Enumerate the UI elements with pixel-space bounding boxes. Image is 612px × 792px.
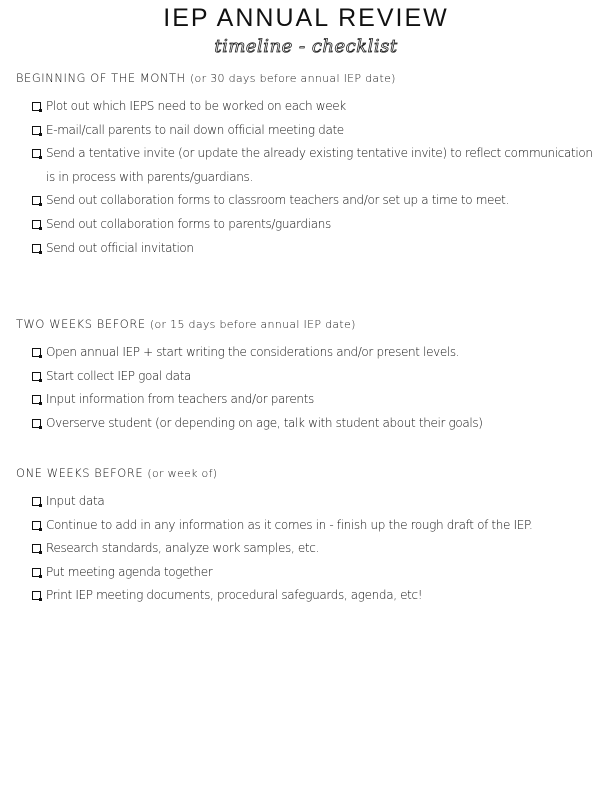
checklist-item-text: Send out collaboration forms to classroom teachers and/or set up a time to meet. xyxy=(46,193,509,208)
checklist-item xyxy=(32,514,601,538)
checkbox-icon[interactable] xyxy=(32,126,41,135)
section-heading xyxy=(16,466,601,480)
checklist-item-text: Start collect IEP goal data xyxy=(46,368,192,383)
checklist-item-text: Input data xyxy=(46,494,105,508)
checkbox-icon[interactable] xyxy=(32,348,41,357)
checkbox-icon[interactable] xyxy=(32,419,41,428)
checklist-item xyxy=(32,561,601,585)
checklist-item-text: Print IEP meeting documents, procedural safeguards, agenda, etc! xyxy=(46,588,423,603)
section-heading-note: (or week of) xyxy=(147,467,218,480)
checklist-item xyxy=(32,341,601,365)
checklist-item-text: Continue to add in any information as it comes in - finish up the rough draft of the IEP. xyxy=(46,517,533,532)
checklist-item-text: Overserve student (or depending on age, talk with student about their goals) xyxy=(46,415,483,430)
checklist-item xyxy=(32,95,601,119)
checkbox-icon[interactable] xyxy=(32,544,41,553)
checklist-item xyxy=(32,365,601,389)
checklist-item-text: Input information from teachers and/or parents xyxy=(46,392,314,407)
section-heading xyxy=(16,71,601,85)
checkbox-icon[interactable] xyxy=(32,568,41,577)
checklist xyxy=(16,95,601,260)
checklist-item-text: E-mail/call parents to nail down official meeting date xyxy=(46,122,344,137)
checkbox-icon[interactable] xyxy=(32,521,41,530)
checkbox-icon[interactable] xyxy=(32,149,41,158)
checkbox-icon[interactable] xyxy=(32,102,41,111)
checklist-item-text: Send out collaboration forms to parents/guardians xyxy=(46,216,331,231)
checklist-item-text: Research standards, analyze work samples, etc. xyxy=(46,541,319,556)
checklist-item-text: Put meeting agenda together xyxy=(46,564,213,579)
checklist-item xyxy=(32,537,601,561)
checklist-item-text: Send a tentative invite (or update the already existing tentative invite) to reflect communication is in process with parents/guardians. xyxy=(46,146,593,184)
checkbox-icon[interactable] xyxy=(32,591,41,600)
page-subtitle: timeline - checklist xyxy=(214,36,398,57)
checkbox-icon[interactable] xyxy=(32,497,41,506)
checklist-item xyxy=(32,584,601,608)
checklist xyxy=(16,490,601,608)
checklist-item-text: Open annual IEP + start writing the considerations and/or present levels. xyxy=(46,345,460,359)
checklist-item xyxy=(32,490,601,514)
checkbox-icon[interactable] xyxy=(32,196,41,205)
checklist-item xyxy=(32,213,601,237)
section-heading-note: (or 15 days before annual IEP date) xyxy=(149,318,356,331)
checklist xyxy=(16,341,601,435)
checkbox-icon[interactable] xyxy=(32,220,41,229)
page-title: IEP ANNUAL REVIEW xyxy=(163,4,449,32)
section-beginning-of-month xyxy=(16,71,601,260)
section-heading-note: (or 30 days before annual IEP date) xyxy=(189,72,396,85)
checkbox-icon[interactable] xyxy=(32,244,41,253)
checklist-item xyxy=(32,388,601,412)
checklist-item xyxy=(32,237,601,261)
section-heading-title: ONE WEEKS BEFORE xyxy=(16,466,144,480)
checkbox-icon[interactable] xyxy=(32,395,41,404)
section-heading xyxy=(16,317,601,331)
section-heading-title: BEGINNING OF THE MONTH xyxy=(16,71,186,85)
checklist-item xyxy=(32,189,601,213)
section-two-weeks-before xyxy=(16,317,601,435)
checkbox-icon[interactable] xyxy=(32,372,41,381)
checklist-item xyxy=(32,412,601,436)
section-heading-title: TWO WEEKS BEFORE xyxy=(16,317,146,331)
checklist-item-text: Send out official invitation xyxy=(46,240,194,255)
checklist-item xyxy=(32,119,601,143)
checklist-item xyxy=(32,142,601,189)
section-one-week-before xyxy=(16,466,601,608)
checklist-item-text: Plot out which IEPS need to be worked on each week xyxy=(46,99,346,113)
